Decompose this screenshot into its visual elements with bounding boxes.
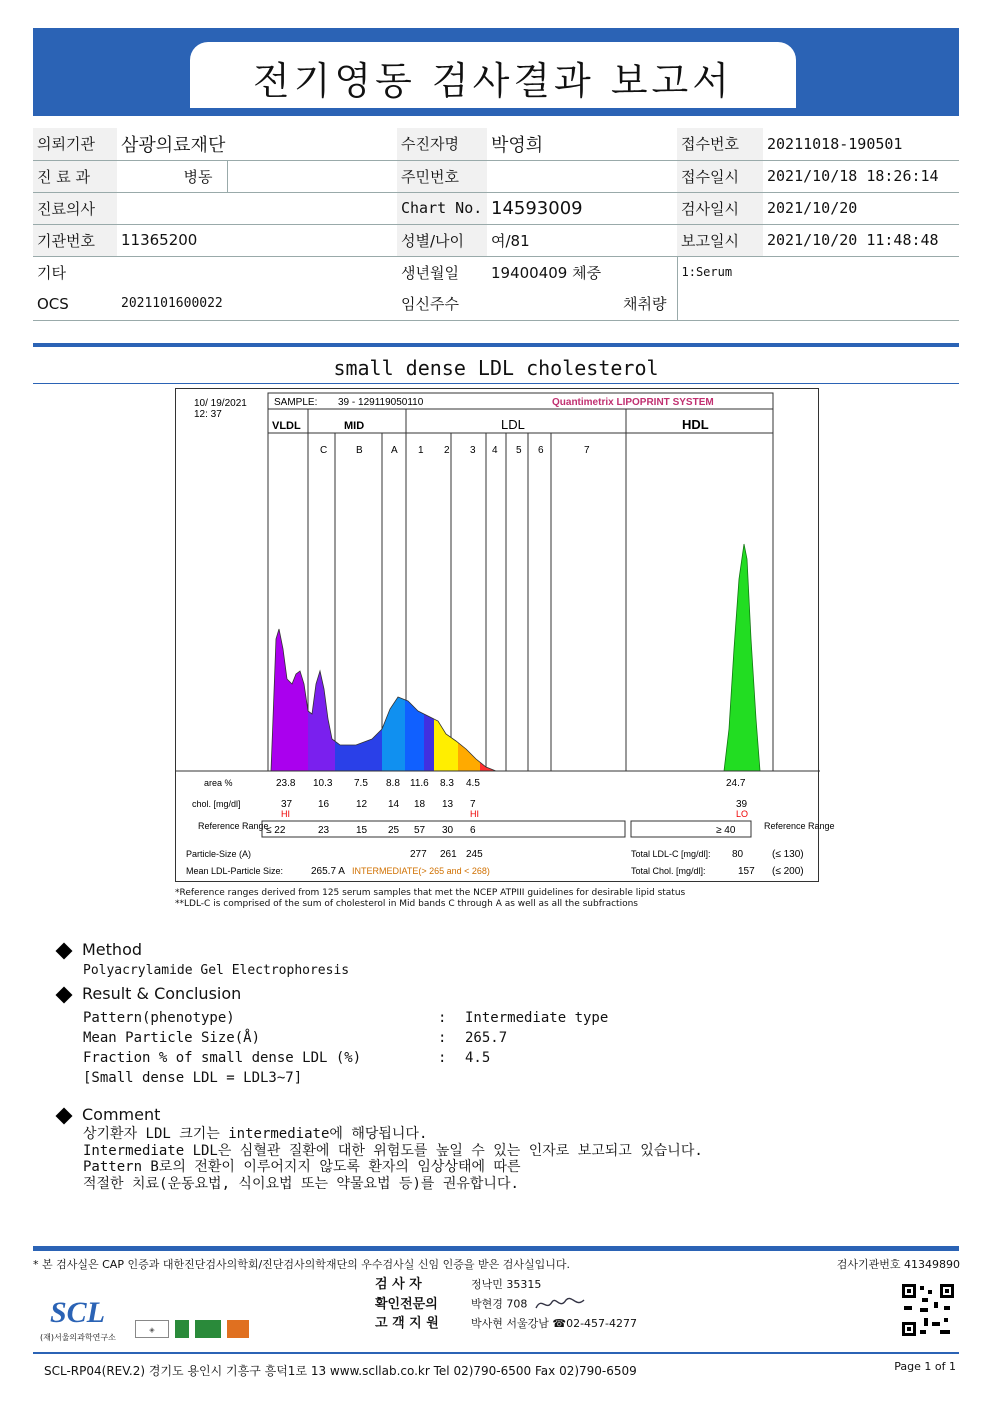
ref-b: 15 [356, 825, 368, 836]
group-mid: MID [344, 420, 365, 432]
lo-flag-hdl: LO [736, 809, 749, 819]
result-key: Fraction % of small dense LDL (%) [83, 1050, 362, 1066]
result-value: 4.5 [465, 1050, 491, 1066]
chol-1: 18 [414, 799, 426, 810]
total-ldl-ref: (≤ 130) [772, 849, 804, 860]
doctor-value [117, 192, 397, 224]
band-7: 7 [584, 445, 590, 456]
lipoprint-svg [176, 389, 835, 883]
group-hdl: HDL [682, 417, 709, 432]
page-title: 전기영동 검사결과 보고서 [253, 59, 733, 103]
group-ldl: LDL [501, 417, 525, 432]
hdl-peak [724, 544, 760, 771]
report-label: 보고일시 [677, 224, 763, 256]
tester-value: 정낙민 35315 [471, 1278, 542, 1291]
chol-b: 12 [356, 799, 368, 810]
accreditation-logos [135, 1320, 255, 1340]
mean-size-label: Mean LDL-Particle Size: [186, 866, 284, 876]
result-value: 265.7 [465, 1030, 508, 1046]
ocs-label: OCS [33, 288, 117, 320]
ref-2: 30 [442, 825, 454, 836]
band-1: 1 [418, 445, 424, 456]
ref-c: 23 [318, 825, 330, 836]
chol-label: chol. [mg/dl] [192, 799, 241, 809]
chol-vldl: 37 [281, 799, 293, 810]
institution-value: 삼광의료재단 [117, 128, 397, 160]
sample-value: 39 - 129119050110 [338, 397, 424, 408]
footer-divider [33, 1246, 959, 1251]
comment-lines [83, 1126, 703, 1192]
band-c: C [320, 445, 328, 456]
test-value: 2021/10/20 [763, 192, 959, 224]
chol-2: 13 [442, 799, 454, 810]
result-section [58, 984, 241, 1003]
kolas-logo-icon [227, 1320, 249, 1338]
comment-line: 상기환자 LDL 크기는 intermediate에 해당됩니다. [83, 1126, 428, 1142]
result-heading: Result & Conclusion [82, 984, 242, 1003]
comment-line: Pattern B로의 전환이 이루어지지 않도록 환자의 임상상태에 따른 [83, 1159, 521, 1175]
result-key: Pattern(phenotype) [83, 1010, 235, 1026]
address-line: SCL-RP04(REV.2) 경기도 용인시 기흥구 흥덕1로 13 www.scllab.co.kr Tel 02)790-6500 Fax 02)790-6509 [44, 1364, 637, 1378]
particle-size-label: Particle-Size (A) [186, 849, 252, 859]
report-value: 2021/10/20 11:48:48 [763, 224, 959, 256]
test-label: 검사일시 [677, 192, 763, 224]
patient-value: 박영희 [487, 128, 677, 160]
comment-line: 적절한 치료(운동요법, 식이요법 또는 약물요법 등)를 권유합니다. [83, 1175, 519, 1192]
ref-3: 6 [470, 825, 476, 836]
preg-label: 임신주수 [397, 288, 487, 320]
band-6: 6 [538, 445, 544, 456]
lm-logo-icon [175, 1320, 189, 1338]
band-4: 4 [492, 445, 498, 456]
specimen-value: 1:Serum [677, 256, 959, 320]
resident-label: 주민번호 [397, 160, 487, 192]
confirm-value: 박현경 708 [471, 1297, 528, 1311]
comment-line: Intermediate LDL은 심혈관 질환에 대한 위험도를 높일 수 있는 인자로 보고되고 있습니다. [83, 1142, 703, 1159]
total-ldl-label: Total LDL-C [mg/dl]: [631, 849, 711, 859]
etc-label: 기타 [37, 263, 66, 282]
cert-text: * 본 검사실은 CAP 인증과 대한진단검사의학회/진단검사의학재단의 우수검사실 신임 인증을 받은 검사실입니다. [33, 1258, 571, 1271]
inst-no-value: 11365200 [117, 224, 397, 256]
ref-vldl: ≤ 22 [266, 825, 286, 836]
bullet-icon [56, 942, 73, 959]
sample-label: SAMPLE: [274, 397, 318, 408]
qr-code-icon [900, 1282, 956, 1338]
method-text: Polyacrylamide Gel Electrophoresis [83, 963, 350, 978]
chol-hdl: 39 [736, 799, 748, 810]
band-2: 2 [444, 445, 450, 456]
chart-no-label: Chart No. [397, 192, 487, 224]
sex-age-value: 여/81 [487, 224, 677, 256]
recv-dt-value: 2021/10/18 18:26:14 [763, 160, 959, 192]
chol-a: 14 [388, 799, 400, 810]
tester-label: 검 사 자 [375, 1277, 422, 1292]
lab-number: 검사기관번호 41349890 [836, 1258, 960, 1271]
signers [375, 1275, 637, 1333]
total-chol-value: 157 [738, 866, 755, 877]
signature-icon [532, 1294, 592, 1314]
bullet-icon [56, 986, 73, 1003]
scl-logo: SCL [50, 1296, 106, 1329]
ps-1: 277 [410, 849, 427, 860]
comment-section [58, 1105, 160, 1124]
eqa-logo-icon [195, 1320, 221, 1338]
recv-dt-label: 접수일시 [677, 160, 763, 192]
hi-flag-vldl: HI [281, 809, 290, 819]
patient-label: 수진자명 [397, 128, 487, 160]
result-note: [Small dense LDL = LDL3~7] [83, 1070, 303, 1086]
total-chol-label: Total Chol. [mg/dl]: [631, 866, 706, 876]
dept-value: 병동 [117, 160, 227, 192]
footnote-1: *Reference ranges derived from 125 serum samples that met the NCEP ATPIII guidelines for desirable lipid status [175, 888, 686, 898]
density-curve [268, 589, 516, 771]
band-a: A [391, 445, 398, 456]
mean-size-range: INTERMEDIATE(> 265 and < 268) [352, 866, 490, 876]
area-b: 7.5 [354, 778, 368, 789]
result-key: Mean Particle Size(Å) [83, 1030, 261, 1046]
ref-label-left: Reference Range [198, 821, 269, 831]
footnote-2: **LDL-C is comprised of the sum of cholesterol in Mid bands C through A as well as all the subfractions [175, 899, 638, 909]
recv-no-value: 20211018-190501 [763, 128, 959, 160]
lipoprint-chart [175, 388, 835, 882]
cap-logo-icon: ◈ [135, 1320, 169, 1338]
chart-title: small dense LDL cholesterol [333, 356, 659, 380]
institution-label: 의뢰기관 [33, 128, 117, 160]
weight-label: 체중 [572, 263, 602, 282]
hi-flag-3: HI [470, 809, 479, 819]
system-name: Quantimetrix LIPOPRINT SYSTEM [552, 397, 714, 408]
support-label: 고 객 지 원 [375, 1316, 439, 1331]
ps-3: 245 [466, 849, 483, 860]
chol-3: 7 [470, 799, 476, 810]
confirm-label: 확인전문의 [375, 1296, 438, 1312]
area-a: 8.8 [386, 778, 400, 789]
resident-value [487, 160, 677, 192]
result-value: Intermediate type [465, 1010, 609, 1026]
result-rows: Pattern(phenotype) : Intermediate type Mean Particle Size(Å) : 265.7 Fraction % of small dense LDL (%) : 4.5 [Small dense LDL = LDL3~7] [83, 1010, 783, 1090]
comment-heading: Comment [82, 1105, 161, 1124]
doctor-label: 진료의사 [33, 192, 117, 224]
support-value: 박사현 서울강남 ☎02-457-4277 [471, 1317, 638, 1330]
recv-no-label: 접수번호 [677, 128, 763, 160]
divider [33, 343, 959, 347]
dept-label: 진 료 과 [33, 160, 117, 192]
chart-date: 10/ 19/2021 [194, 398, 247, 409]
bullet-icon [56, 1107, 73, 1124]
group-vldl: VLDL [272, 420, 301, 432]
total-chol-ref: (≤ 200) [772, 866, 804, 877]
chart-time: 12: 37 [194, 409, 222, 420]
band-b: B [356, 445, 363, 456]
sex-age-label: 성별/나이 [397, 224, 487, 256]
area-2: 8.3 [440, 778, 454, 789]
ocs-value: 2021101600022 [117, 288, 397, 320]
band-5: 5 [516, 445, 522, 456]
area-label: area % [204, 778, 233, 788]
birth-value: 19400409 [491, 263, 568, 282]
volume-label: 채취량 [487, 288, 677, 320]
chart-no-value: 14593009 [487, 192, 677, 224]
mean-size-value: 265.7 A [311, 866, 345, 877]
page-number: Page 1 of 1 [894, 1360, 956, 1373]
chol-c: 16 [318, 799, 330, 810]
divider [33, 383, 959, 384]
area-vldl: 23.8 [276, 778, 296, 789]
total-ldl-value: 80 [732, 849, 744, 860]
scl-logo-sub: (재)서울의과학연구소 [40, 1333, 116, 1342]
ref-a: 25 [388, 825, 400, 836]
inst-no-label: 기관번호 [33, 224, 117, 256]
method-heading: Method [82, 940, 143, 959]
band-3: 3 [470, 445, 476, 456]
area-hdl: 24.7 [726, 778, 746, 789]
ref-label-right: Reference Range [764, 821, 835, 831]
birth-label: 생년월일 [401, 263, 459, 282]
ref-1: 57 [414, 825, 426, 836]
footer-line [33, 1352, 959, 1354]
patient-info-table [33, 128, 959, 321]
area-c: 10.3 [313, 778, 333, 789]
area-1: 11.6 [410, 778, 429, 789]
ps-2: 261 [440, 849, 457, 860]
area-3: 4.5 [466, 778, 480, 789]
ref-hdl: ≥ 40 [716, 825, 736, 836]
method-section [58, 940, 142, 959]
